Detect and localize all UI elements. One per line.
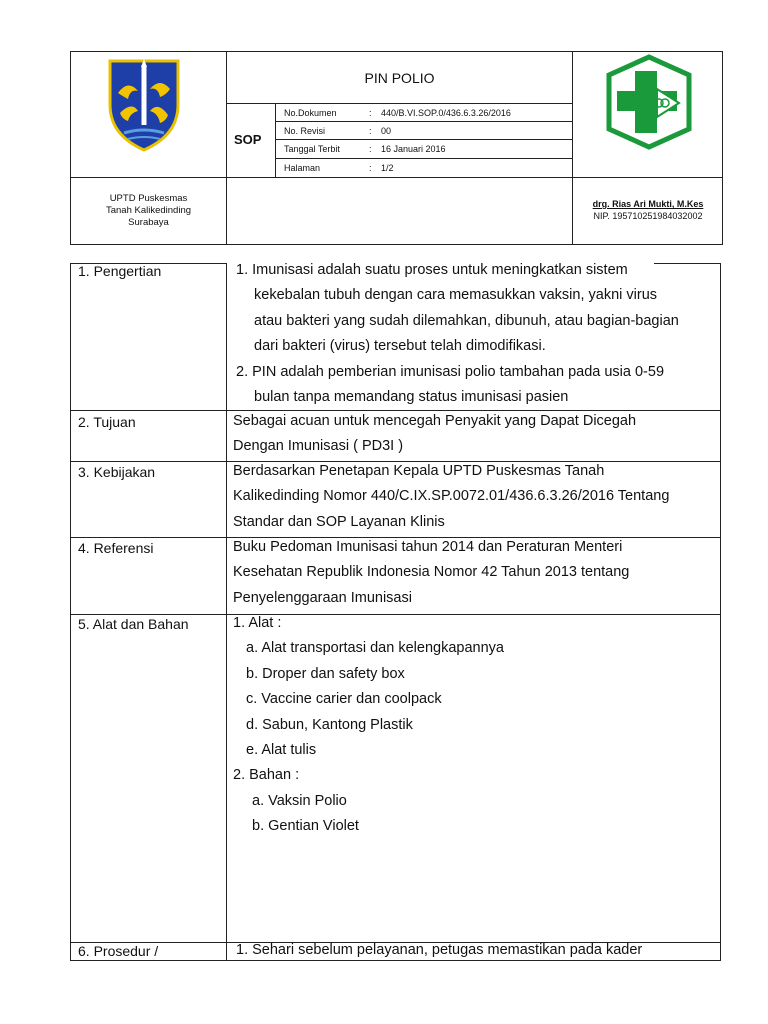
section-label-kebijakan: 3. Kebijakan <box>78 464 156 480</box>
meta-value: 16 Januari 2016 <box>381 144 446 154</box>
content-line: c. Vaccine carier dan coolpack <box>246 691 442 708</box>
content-line: Dengan Imunisasi ( PD3I ) <box>233 438 404 455</box>
content-line: a. Vaksin Polio <box>252 792 347 809</box>
section-label-pengertian: 1. Pengertian <box>78 263 162 279</box>
meta-colon: : <box>369 163 372 173</box>
content-line: d. Sabun, Kantong Plastik <box>246 716 413 733</box>
meta-label: No.Dokumen <box>284 107 337 118</box>
body-table-border <box>70 263 71 961</box>
content-line: Sebagai acuan untuk mencegah Penyakit yang Dapat Dicegah <box>233 413 637 429</box>
content-line: b. Droper dan safety box <box>246 665 405 682</box>
section-label-prosedur: 6. Prosedur / <box>78 943 159 959</box>
puskesmas-logo <box>603 53 695 151</box>
content-line: Kalikedinding Nomor 440/C.IX.SP.0072.01/436.6.3.26/2016 Tentang <box>233 488 670 505</box>
content-line: 1. Sehari sebelum pelayanan, petugas memastikan pada kader <box>236 942 643 958</box>
content-line: Kesehatan Republik Indonesia Nomor 42 Tahun 2013 tentang <box>233 564 630 581</box>
section-label-tujuan: 2. Tujuan <box>78 414 136 430</box>
content-line: 1. Imunisasi adalah suatu proses untuk meningkatkan sistem <box>236 262 628 278</box>
section-content-prosedur <box>236 938 642 963</box>
content-line: Standar dan SOP Layanan Klinis <box>233 513 445 530</box>
meta-colon: : <box>369 125 372 136</box>
content-line: Penyelenggaraan Imunisasi <box>233 589 412 606</box>
content-line: atau bakteri yang sudah dilemahkan, dibunuh, atau bagian-bagian <box>254 312 679 329</box>
section-label-alat-bahan: 5. Alat dan Bahan <box>78 616 189 632</box>
section-content-kebijakan <box>233 459 669 535</box>
section-content-pengertian <box>236 258 679 410</box>
content-line: Buku Pedoman Imunisasi tahun 2014 dan Peraturan Menteri <box>233 539 623 555</box>
sop-label: SOP <box>234 132 262 147</box>
meta-label: Tanggal Terbit <box>284 144 340 154</box>
content-line: a. Alat transportasi dan kelengkapannya <box>246 640 504 657</box>
meta-colon: : <box>369 107 372 118</box>
unit-name <box>71 193 226 229</box>
meta-row-revision <box>276 122 572 139</box>
unit-line: UPTD Puskesmas <box>109 193 188 204</box>
unit-line: Tanah Kalikedinding <box>105 205 192 216</box>
meta-row-issue-date <box>276 140 572 158</box>
content-line: kekebalan tubuh dengan cara memasukkan vaksin, yakni virus <box>254 287 658 304</box>
meta-label: Halaman <box>284 163 321 173</box>
content-line: b. Gentian Violet <box>252 818 359 835</box>
meta-label: No. Revisi <box>284 125 326 136</box>
signer-name: drg. Rias Ari Mukti, M.Kes <box>592 199 704 209</box>
meta-value: 440/B.VI.SOP.0/436.6.3.26/2016 <box>381 107 511 118</box>
header-divider <box>70 177 723 178</box>
body-table-border <box>720 263 721 961</box>
section-label-referensi: 4. Referensi <box>78 540 154 556</box>
content-line: 2. Bahan : <box>233 767 300 784</box>
document-title: PIN POLIO <box>364 70 435 86</box>
content-line: 1. Alat : <box>233 615 282 631</box>
meta-row-page <box>276 159 572 177</box>
content-line: e. Alat tulis <box>246 742 317 759</box>
section-content-tujuan <box>233 409 636 460</box>
content-line: 2. PIN adalah pemberian imunisasi polio tambahan pada usia 0-59 <box>236 363 665 380</box>
content-line: dari bakteri (virus) tersebut telah dimodifikasi. <box>254 338 546 355</box>
meta-colon: : <box>369 144 372 154</box>
meta-value: 00 <box>381 125 392 136</box>
content-line: bulan tanpa memandang status imunisasi pasien <box>254 389 569 406</box>
meta-value: 1/2 <box>381 163 394 173</box>
section-content-referensi <box>233 535 629 611</box>
surabaya-emblem-logo <box>104 53 184 153</box>
signer-nip: NIP. 195710251984032002 <box>593 211 703 221</box>
body-table-border <box>226 263 227 961</box>
content-line: Berdasarkan Penetapan Kepala UPTD Puskesmas Tanah <box>233 463 605 479</box>
meta-row-doc-number <box>276 104 572 121</box>
signer-block <box>573 198 723 222</box>
unit-line: Surabaya <box>128 217 169 228</box>
section-content-alat-bahan <box>233 611 504 840</box>
